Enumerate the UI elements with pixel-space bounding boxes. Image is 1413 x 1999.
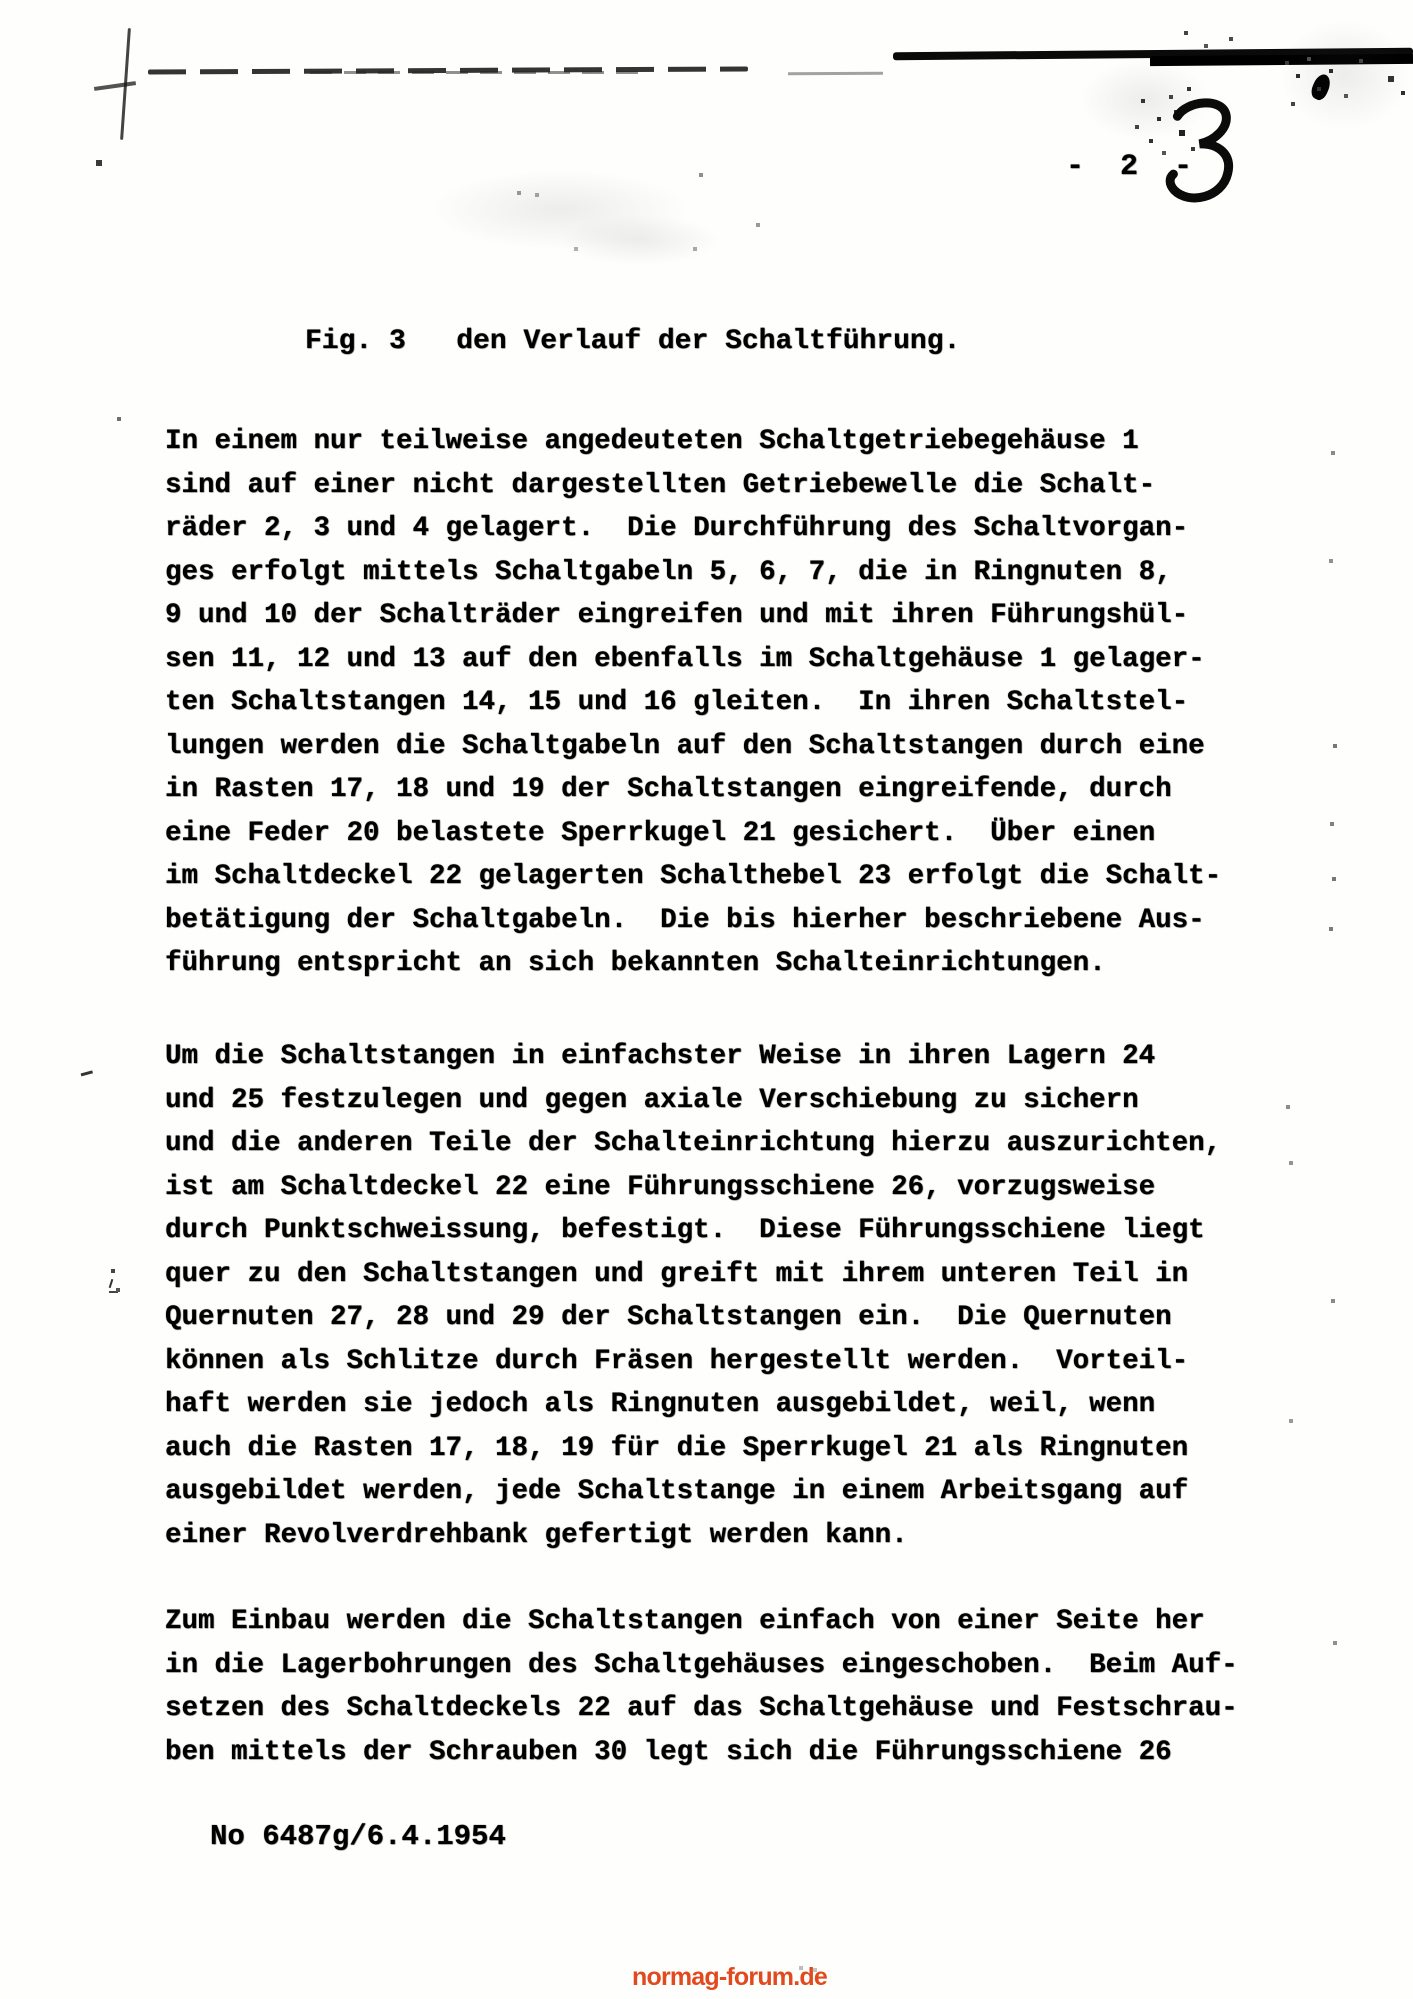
- text-line: lungen werden die Schaltgabeln auf den Schaltstangen durch eine: [165, 730, 1205, 762]
- scan-mark-artifact: [79, 1065, 93, 1077]
- text-line: Quernuten 27, 28 und 29 der Schaltstangen ein. Die Quernuten: [165, 1302, 1172, 1333]
- text-line: räder 2, 3 und 4 gelagert. Die Durchführung des Schaltvorgan-: [165, 513, 1189, 544]
- text-line: 9 und 10 der Schalträder eingreifen und mit ihren Führungshül-: [165, 600, 1189, 631]
- scan-mark-artifact: [109, 1291, 118, 1293]
- text-line: können als Schlitze durch Fräsen hergestellt werden. Vorteil-: [165, 1345, 1189, 1377]
- text-line: ist am Schaltdeckel 22 eine Führungsschiene 26, vorzugsweise: [165, 1171, 1156, 1203]
- text-line: in Rasten 17, 18 und 19 der Schaltstangen eingreifende, durch: [165, 774, 1172, 805]
- scan-line-artifact: [310, 71, 640, 74]
- text-line: ben mittels der Schrauben 30 legt sich die Führungsschiene 26: [165, 1736, 1172, 1768]
- text-line: sen 11, 12 und 13 auf den ebenfalls im Schaltgehäuse 1 gelager-: [165, 643, 1205, 675]
- text-line: im Schaltdeckel 22 gelagerten Schalthebel 23 erfolgt die Schalt-: [165, 861, 1222, 892]
- figure-caption: Fig. 3 den Verlauf der Schaltführung.: [305, 326, 961, 357]
- text-line: einer Revolverdrehbank gefertigt werden kann.: [165, 1519, 908, 1551]
- text-line: durch Punktschweissung, befestigt. Diese Führungsschiene liegt: [165, 1215, 1205, 1246]
- paragraph-2: [165, 1035, 1221, 1557]
- text-line: quer zu den Schaltstangen und greift mit ihrem unteren Teil in: [165, 1258, 1189, 1290]
- text-line: eine Feder 20 belastete Sperrkugel 21 gesichert. Über einen: [165, 817, 1156, 849]
- text-line: Um die Schaltstangen in einfachster Weise in ihren Lagern 24: [165, 1041, 1156, 1072]
- scan-smudge: [560, 215, 720, 265]
- text-line: betätigung der Schaltgabeln. Die bis hierher beschriebene Aus-: [165, 904, 1205, 936]
- scan-line-artifact: [788, 72, 883, 75]
- text-line: haft werden sie jedoch als Ringnuten ausgebildet, weil, wenn: [165, 1389, 1156, 1420]
- handwritten-numeral-3: [1161, 94, 1241, 211]
- text-line: in die Lagerbohrungen des Schaltgehäuses eingeschoben. Beim Auf-: [165, 1649, 1238, 1681]
- scan-noise-specks: [0, 0, 2, 2]
- text-line: In einem nur teilweise angedeuteten Schaltgetriebegehäuse 1: [165, 426, 1139, 457]
- document-reference: No 6487g/6.4.1954: [210, 1820, 506, 1853]
- text-line: und die anderen Teile der Schalteinrichtung hierzu auszurichten,: [165, 1128, 1222, 1159]
- text-line: auch die Rasten 17, 18, 19 für die Sperrkugel 21 als Ringnuten: [165, 1432, 1189, 1464]
- scan-streak-artifact: [94, 81, 136, 91]
- paragraph-3: [165, 1600, 1238, 1774]
- scan-mark-artifact: [109, 1279, 114, 1288]
- text-line: ten Schaltstangen 14, 15 und 16 gleiten. In ihren Schaltstel-: [165, 687, 1189, 718]
- text-line: und 25 festzulegen und gegen axiale Verschiebung zu sichern: [165, 1084, 1139, 1116]
- text-line: führung entspricht an sich bekannten Schalteinrichtungen.: [165, 948, 1106, 979]
- text-line: Zum Einbau werden die Schaltstangen einfach von einer Seite her: [165, 1606, 1205, 1637]
- text-line: sind auf einer nicht dargestellten Getriebewelle die Schalt-: [165, 469, 1156, 501]
- text-line: ges erfolgt mittels Schaltgabeln 5, 6, 7, die in Ringnuten 8,: [165, 556, 1172, 588]
- page-number: - 2 -: [1066, 150, 1202, 184]
- text-line: ausgebildet werden, jede Schaltstange in einem Arbeitsgang auf: [165, 1476, 1189, 1507]
- text-line: setzen des Schaltdeckels 22 auf das Schaltgehäuse und Festschrau-: [165, 1693, 1238, 1724]
- watermark: normag-forum.de: [632, 1963, 827, 1991]
- paragraph-1: [165, 420, 1221, 986]
- scan-smudge: [1280, 20, 1410, 130]
